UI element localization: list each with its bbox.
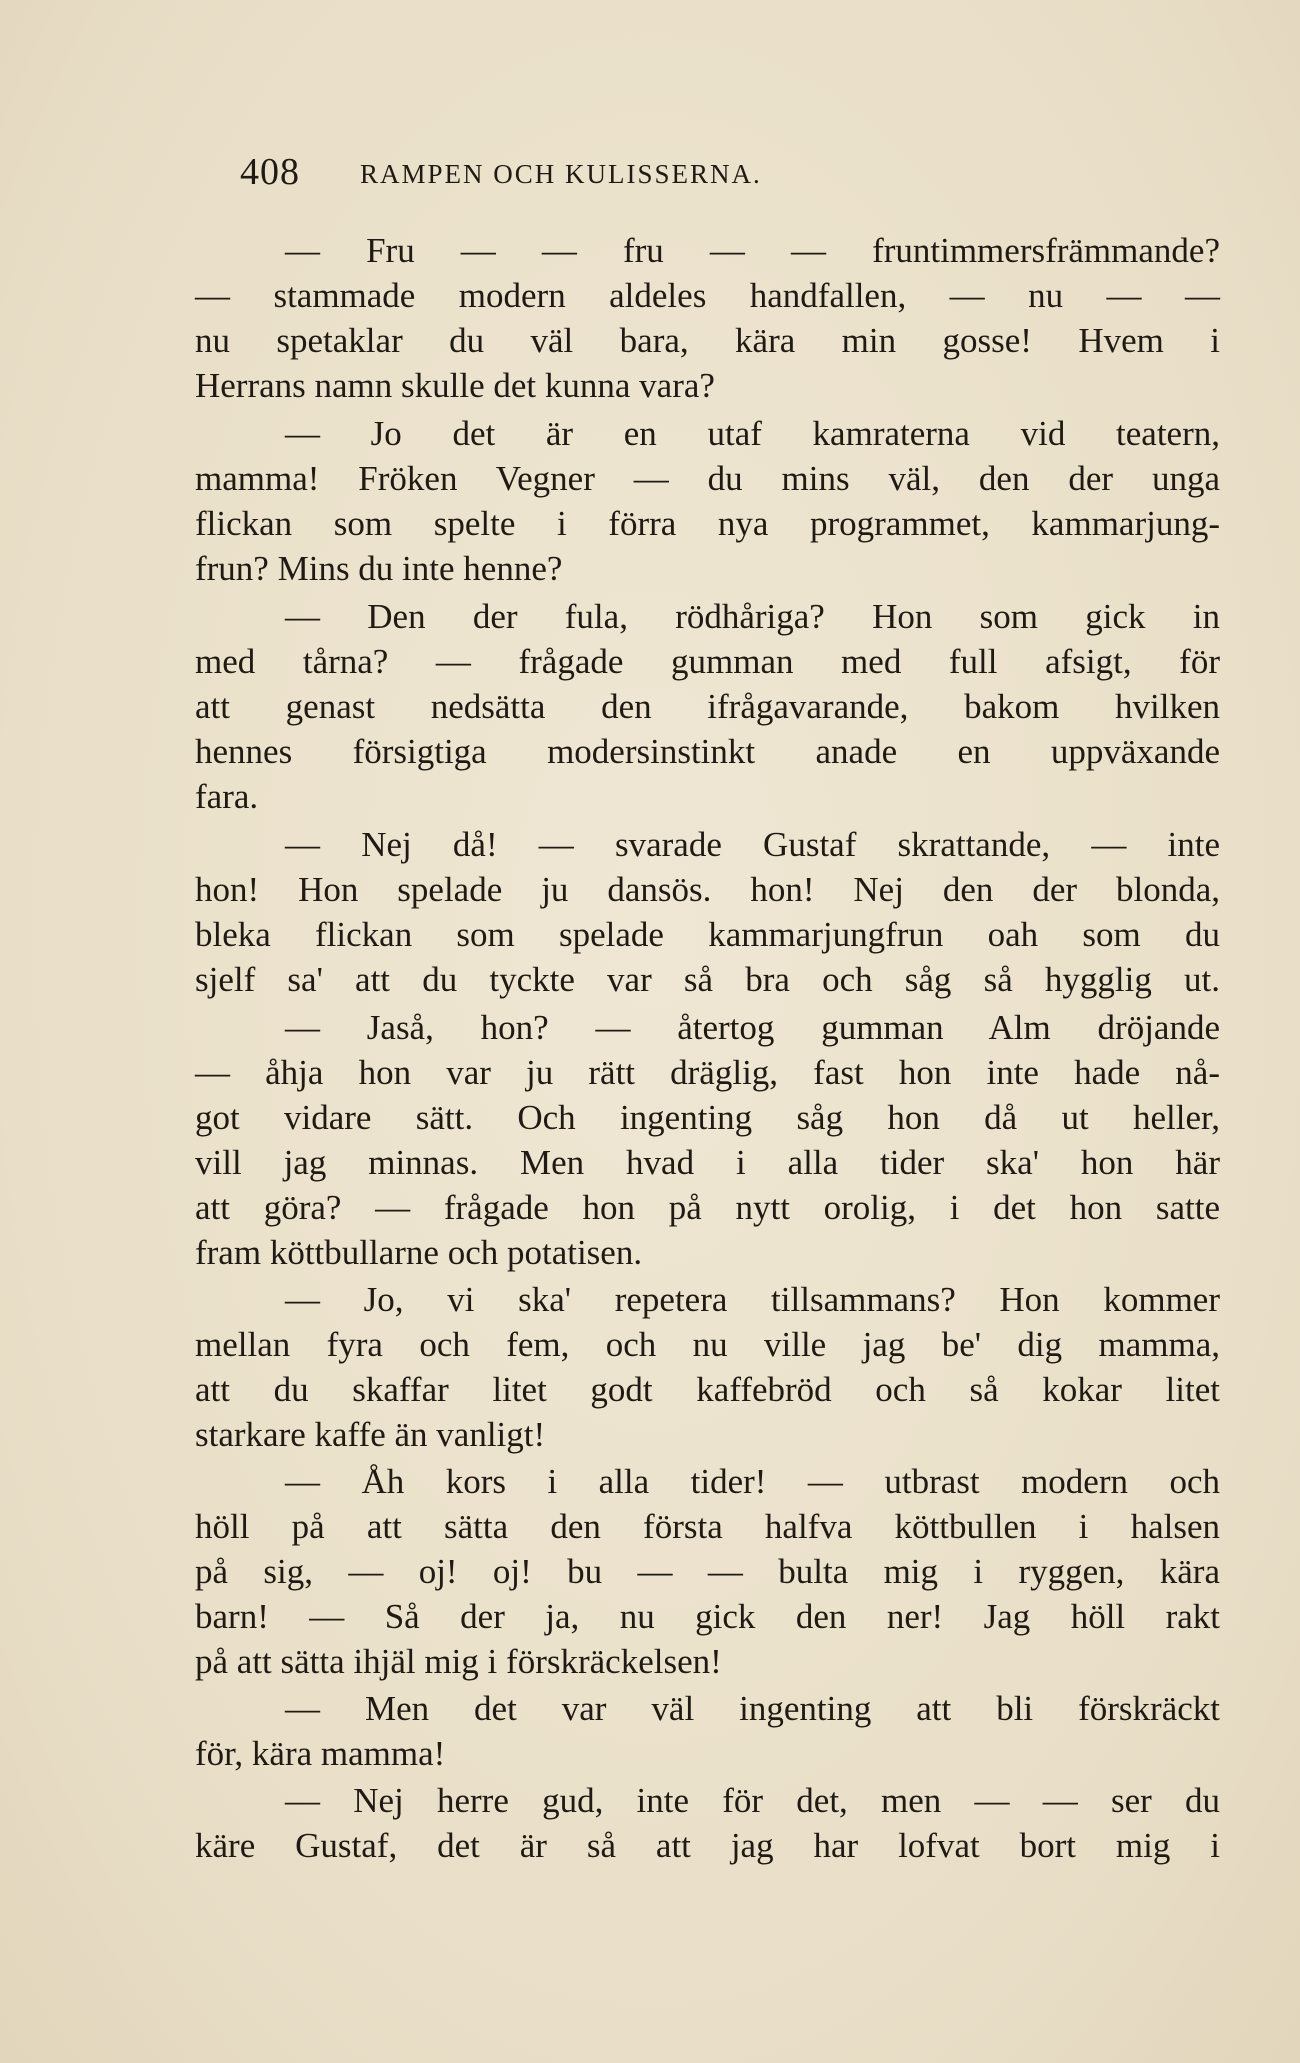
text-line: starkare kaffe än vanligt! — [195, 1415, 546, 1454]
text-line: vill jag minnas. Men hvad i alla tider ska' hon här — [195, 1143, 1220, 1182]
text-line: — Men det var väl ingenting att bli förskräckt — [285, 1689, 1220, 1728]
text-line: — Nej herre gud, inte för det, men — — ser du — [285, 1781, 1220, 1820]
text-line: — åhja hon var ju rätt dräglig, fast hon inte hade nå- — [195, 1053, 1220, 1092]
text-line: på sig, — oj! oj! bu — — bulta mig i ryggen, kära — [195, 1552, 1220, 1591]
text-line: mellan fyra och fem, och nu ville jag be' dig mamma, — [195, 1325, 1220, 1364]
text-line: på att sätta ihjäl mig i förskräckelsen! — [195, 1642, 722, 1681]
text-line: hennes försigtiga modersinstinkt anade en uppväxande — [195, 732, 1220, 771]
text-line: att genast nedsätta den ifrågavarande, bakom hvilken — [195, 687, 1220, 726]
text-line: Herrans namn skulle det kunna vara? — [195, 366, 715, 405]
body-text — [195, 228, 1220, 1868]
text-line: att du skaffar litet godt kaffebröd och så kokar litet — [195, 1370, 1220, 1409]
text-line: för, kära mamma! — [195, 1734, 446, 1773]
text-line: flickan som spelte i förra nya programmet, kammarjung- — [195, 504, 1220, 543]
text-line: hon! Hon spelade ju dansös. hon! Nej den der blonda, — [195, 870, 1220, 909]
text-line: bleka flickan som spelade kammarjungfrun oah som du — [195, 915, 1220, 954]
page-number: 408 — [240, 151, 300, 193]
page-header — [240, 150, 940, 200]
text-line: käre Gustaf, det är så att jag har lofvat bort mig i — [195, 1826, 1220, 1865]
text-line: barn! — Så der ja, nu gick den ner! Jag höll rakt — [195, 1597, 1220, 1636]
text-line: med tårna? — frågade gumman med full afsigt, för — [195, 642, 1220, 681]
text-line: — Den der fula, rödhåriga? Hon som gick in — [285, 597, 1220, 636]
text-line: — stammade modern aldeles handfallen, — nu — — — [195, 276, 1220, 315]
text-line: — Fru — — fru — — fruntimmersfrämmande? — [285, 231, 1220, 270]
text-line: — Nej då! — svarade Gustaf skrattande, — inte — [285, 825, 1220, 864]
text-line: got vidare sätt. Och ingenting såg hon då ut heller, — [195, 1098, 1220, 1137]
text-line: mamma! Fröken Vegner — du mins väl, den der unga — [195, 459, 1220, 498]
text-line: — Jo, vi ska' repetera tillsammans? Hon kommer — [285, 1280, 1220, 1319]
text-line: att göra? — frågade hon på nytt orolig, i det hon satte — [195, 1188, 1220, 1227]
text-line: sjelf sa' att du tyckte var så bra och såg så hygglig ut. — [195, 960, 1220, 999]
text-line: frun? Mins du inte henne? — [195, 549, 563, 588]
text-line: — Åh kors i alla tider! — utbrast modern och — [285, 1462, 1220, 1501]
running-head: RAMPEN OCH KULISSERNA. — [360, 159, 762, 189]
text-line: nu spetaklar du väl bara, kära min gosse! Hvem i — [195, 321, 1220, 360]
text-line: fara. — [195, 777, 259, 816]
text-line: fram köttbullarne och potatisen. — [195, 1233, 643, 1272]
text-line: — Jo det är en utaf kamraterna vid teatern, — [285, 414, 1220, 453]
text-line: höll på att sätta den första halfva köttbullen i halsen — [195, 1507, 1220, 1546]
text-line: — Jaså, hon? — återtog gumman Alm dröjande — [285, 1008, 1220, 1047]
